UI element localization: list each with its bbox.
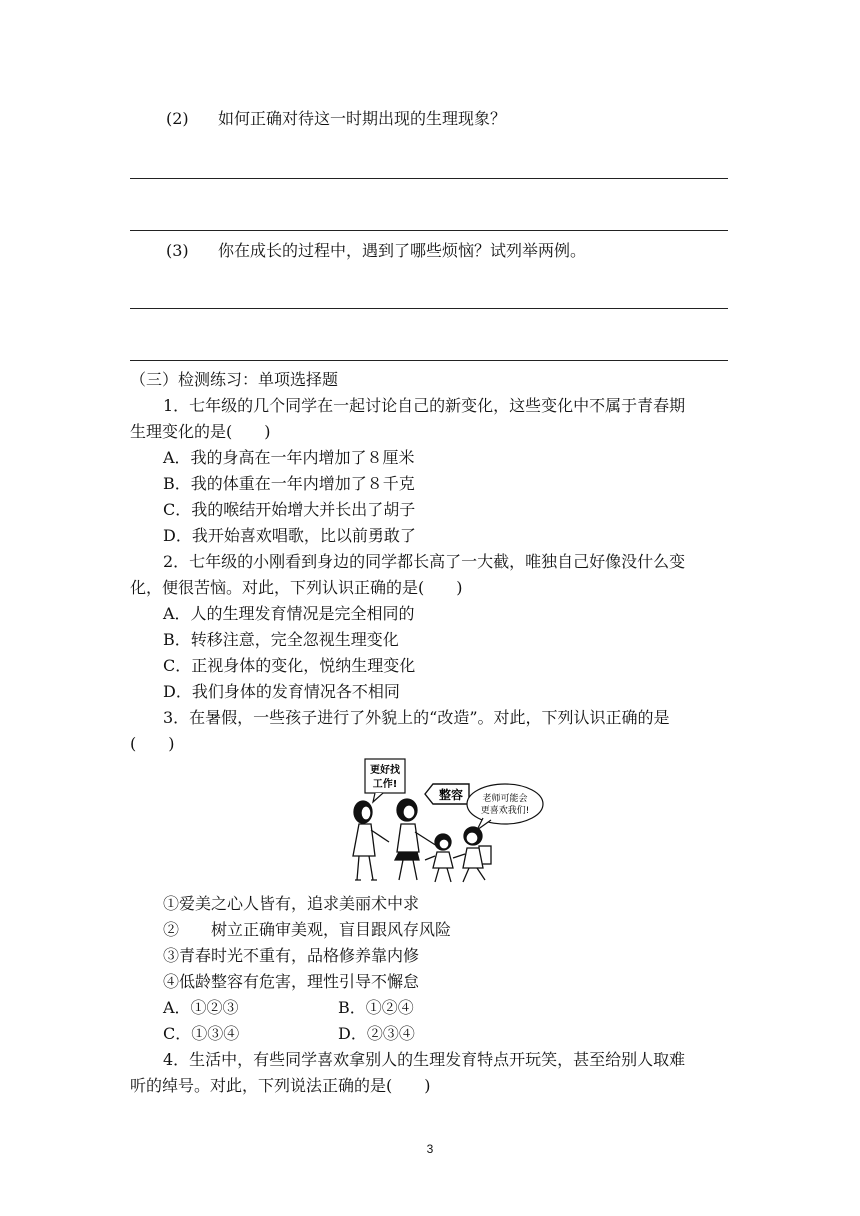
- q4-line2: 听的绰号。对此，下列说法正确的是( ): [130, 1076, 431, 1095]
- speech-bubble-job: [365, 759, 405, 802]
- q3-choice-a: A．①②③: [163, 998, 239, 1017]
- woman-figure: [395, 799, 437, 880]
- bubble-text: 更好找: [370, 765, 400, 776]
- question-text: 你在成长的过程中，遇到了哪些烦恼？试列举两例。: [218, 241, 587, 260]
- section-title: （三）检测练习：单项选择题: [130, 370, 339, 389]
- girl-figure-left: [353, 801, 389, 880]
- q2-option-b: B．转移注意，完全忽视生理变化: [163, 630, 399, 649]
- answer-line: [130, 230, 728, 231]
- answer-line: [130, 308, 728, 309]
- bubble-text: 工作!: [372, 779, 398, 790]
- answer-line: [130, 360, 728, 361]
- q3-statement-4: ④低龄整容有危害，理性引导不懈怠: [163, 972, 420, 991]
- q2-option-a: A．人的生理发育情况是完全相同的: [163, 604, 415, 623]
- q1-option-a: A．我的身高在一年内增加了８厘米: [163, 448, 415, 467]
- question-3-prev: [166, 238, 586, 264]
- q1-line1: 1．七年级的几个同学在一起讨论自己的新变化，这些变化中不属于青春期: [163, 396, 686, 415]
- q3-statement-1: ①爱美之心人皆有，追求美丽术中求: [163, 894, 420, 913]
- q1-line2: 生理变化的是( ): [130, 422, 271, 441]
- q4-line1: 4．生活中，有些同学喜欢拿别人的生理发育特点开玩笑，甚至给别人取难: [163, 1050, 686, 1069]
- q2-option-d: D．我们身体的发育情况各不相同: [163, 682, 400, 701]
- q1-option-b: B．我的体重在一年内增加了８千克: [163, 474, 415, 493]
- child-figure-backpack: [453, 827, 491, 882]
- sign-text: 整容: [438, 788, 464, 802]
- question-text: 如何正确对待这一时期出现的生理现象？: [218, 109, 507, 128]
- answer-line: [130, 178, 728, 179]
- q1-option-c: C．我的喉结开始增大并长出了胡子: [163, 500, 416, 519]
- page-number: 3: [426, 1142, 434, 1156]
- q2-option-c: C．正视身体的变化，悦纳生理变化: [163, 656, 416, 675]
- bubble-text: 更喜欢我们!: [480, 806, 530, 816]
- q3-line1: 3．在暑假，一些孩子进行了外貌上的“改造”。对此，下列认识正确的是: [163, 708, 670, 727]
- q3-line2: ( ): [130, 734, 175, 753]
- speech-bubble-teacher: [467, 784, 543, 830]
- surgery-sign: [425, 784, 469, 804]
- q3-choice-d: D．②③④: [338, 1024, 415, 1043]
- question-number: (3): [166, 241, 189, 260]
- q3-choice-c: C．①③④: [163, 1024, 240, 1043]
- cosmetic-surgery-cartoon: [345, 756, 545, 884]
- q3-statement-3: ③青春时光不重有，品格修养靠内修: [163, 946, 420, 965]
- q3-statement-2: ② 树立正确审美观，盲目跟风存风险: [163, 920, 452, 939]
- question-2-prev: [166, 106, 506, 132]
- question-number: (2): [166, 109, 189, 128]
- q3-choice-b: B．①②④: [338, 998, 414, 1017]
- q2-line1: 2．七年级的小刚看到身边的同学都长高了一大截，唯独自己好像没什么变: [163, 552, 686, 571]
- bubble-text: 老师可能会: [482, 794, 528, 804]
- q1-option-d: D．我开始喜欢唱歌，比以前勇敢了: [163, 526, 416, 545]
- q2-line2: 化，便很苦恼。对此，下列认识正确的是( ): [130, 578, 463, 597]
